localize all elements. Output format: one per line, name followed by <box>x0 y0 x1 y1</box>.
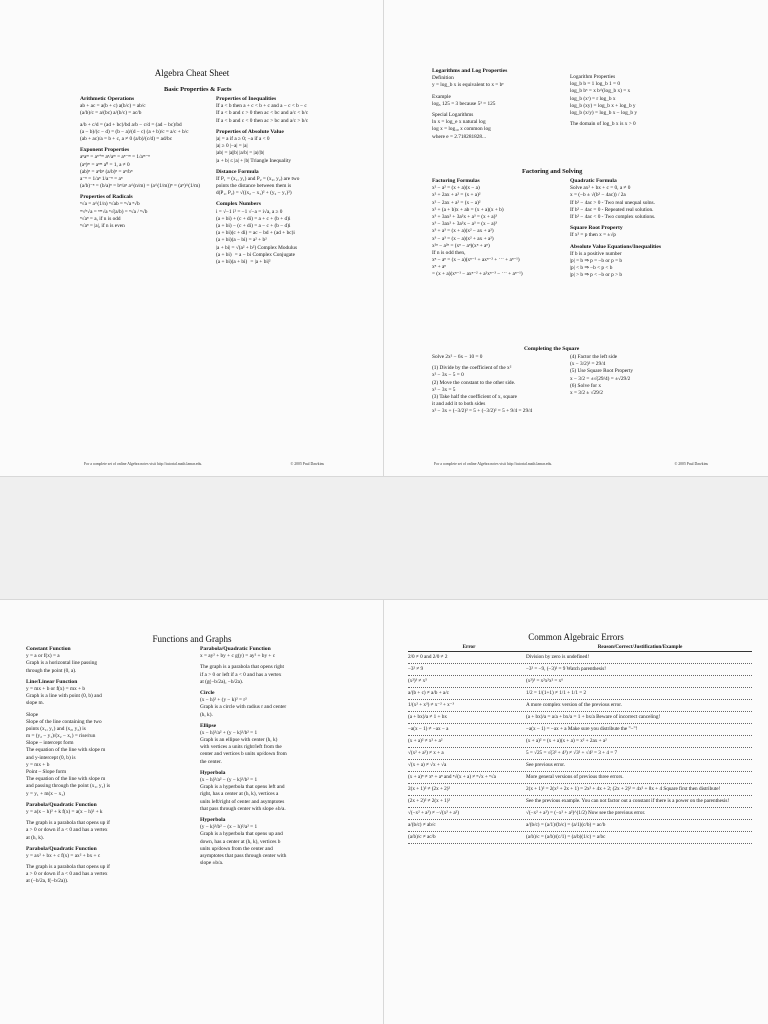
formula-line: Graph is a horizontal line passing <box>26 660 98 667</box>
formula-line: (ab)ⁿ = aⁿbⁿ (a/b)ⁿ = aⁿ/bⁿ <box>80 168 133 175</box>
factoring-formulas <box>432 178 582 279</box>
common-errors-page <box>384 600 768 1024</box>
formula-line: d(P₁, P₂) = √((x₂ − x₁)² + (y₂ − y₁)²) <box>216 190 292 197</box>
formula-line: slope ±b/a. <box>200 860 224 867</box>
formula-line: points (x₁, y₁) and (x₂, y₂) is <box>26 725 86 732</box>
error-cell: √(x + a) ≠ √x + √a <box>408 762 447 769</box>
error-cell: (x + a)ⁿ ≠ xⁿ + aⁿ and ⁿ√(x + a) ≠ ⁿ√x + ⁿ√a <box>408 774 496 781</box>
formula-line: a > 0 or down if a < 0 and has a vertex <box>26 871 108 878</box>
column-header-error: Error <box>462 644 476 650</box>
error-cell: a/(b/c) ≠ ab/c <box>408 822 436 829</box>
formula-line: (a + bi) + (c + di) = a + c + (b + d)i <box>216 215 291 222</box>
formula-line: (aⁿ)ᵐ = aⁿᵐ a⁰ = 1, a ≠ 0 <box>80 161 130 168</box>
formula-line: (6) Solve for x <box>570 382 602 389</box>
table-row <box>408 820 752 832</box>
formula-line: log₅ 125 = 3 because 5³ = 125 <box>432 100 496 107</box>
section-heading: Circle <box>200 689 215 696</box>
formula-line: x² − 3x − 5 = 0 <box>432 372 464 379</box>
reason-cell: a/(b/c) = (a/1)/(b/c) = (a/1)(c/b) = ac/b <box>526 822 606 829</box>
formula-line: x² − 3x = 5 <box>432 386 456 393</box>
formula-line: Slope <box>26 711 39 718</box>
formula-line: ab + ac = a(b + c) a(b/c) = ab/c <box>80 103 146 110</box>
reason-cell: (a + bx)/a = a/a + bx/a = 1 + bx/a Beware of incorrect canceling! <box>526 714 661 721</box>
reason-cell: −3² = −9, (−3)² = 9 Watch parenthesis! <box>526 666 607 673</box>
section-heading: Square Root Property <box>570 225 623 232</box>
formula-line: If b² − 4ac > 0 - Two real unequal solns. <box>570 199 655 206</box>
column-header-reason: Reason/Correct/Justification/Example <box>597 644 683 650</box>
formula-line: the center. <box>200 758 222 765</box>
error-cell: a/(b + c) ≠ a/b + a/c <box>408 690 449 697</box>
formula-line: that pass through center with slope ±b/a. <box>200 805 286 812</box>
error-cell: √(−x² + a²) ≠ −√(x² + a²) <box>408 810 459 817</box>
formula-line: down, has a center at (h, k), vertices b <box>200 838 281 845</box>
page-title: Functions and Graphs <box>152 634 232 644</box>
reason-cell: A more complex version of the previous error. <box>526 702 622 709</box>
formula-line: (4) Factor the left side <box>570 354 618 360</box>
table-row <box>408 772 752 784</box>
formula-line: |a| = a if a ≥ 0; −a if a < 0 <box>216 135 270 142</box>
table-row <box>408 736 752 748</box>
formula-line: and y-intercept (0, b) is <box>26 754 76 761</box>
formula-line: |p| > b ⇒ p < −b or p > b <box>570 272 623 279</box>
formula-line: |p| < b ⇒ −b < p < b <box>570 265 613 272</box>
formula-line: x³ − 3ax² + 3a²x − a³ = (x − a)³ <box>432 221 497 228</box>
right-column <box>216 96 380 266</box>
error-cell: (x + a)² ≠ x² + a² <box>408 738 443 745</box>
section-heading: Arithmetic Operations <box>80 96 135 102</box>
formula-line: ⁿ√aⁿ = |a|, if n is even <box>80 223 125 229</box>
table-row <box>408 664 752 676</box>
section-heading: Hyperbola <box>200 816 226 823</box>
formula-line: log_b bˣ = x b^(log_b x) = x <box>570 88 631 95</box>
formula-line: The equation of the line with slope m <box>26 776 106 783</box>
formula-line: log_b b = 1 log_b 1 = 0 <box>570 81 620 88</box>
table-row <box>408 676 752 688</box>
formula-line: Graph is a line with point (0, b) and <box>26 693 102 700</box>
left-column <box>80 96 216 230</box>
error-cell: (a/b)/c ≠ ac/b <box>408 834 436 841</box>
errors-table <box>408 644 752 844</box>
table-row <box>408 688 752 700</box>
table-row <box>408 760 752 772</box>
formula-line: x³ + a³ = (x + a)(x² − ax + a²) <box>432 228 494 235</box>
formula-line: at (h, k). <box>26 834 44 841</box>
formula-line: |p| = b ⇒ p = −b or p = b <box>570 257 623 264</box>
formula-line: units up/down from the center and <box>200 845 273 852</box>
formula-line: x − 3/2 = ±√(29/4) = ±√29/2 <box>570 375 631 382</box>
formula-line: (a + bi)(a + bi)‾ = |a + bi|² <box>216 258 271 265</box>
formula-line: If P₁ = (x₁, y₁) and P₂ = (x₂, y₂) are two <box>216 175 300 182</box>
formula-line: where e = 2.718281828... <box>432 133 487 140</box>
section-heading: Properties of Inequalities <box>216 96 277 102</box>
formula-line: (a + bi) − (c + di) = a − c + (b − d)i <box>216 223 291 229</box>
logarithm-properties <box>570 74 730 128</box>
formula-line: x² + (a + b)x + ab = (x + a)(x + b) <box>432 206 504 213</box>
formula-line: with vertices a units right/left from the <box>200 744 282 751</box>
formula-line: a/b + c/d = (ad + bc)/bd a/b − c/d = (ad − bc)/bd <box>80 121 182 128</box>
formula-line: Logarithm Properties <box>570 74 616 80</box>
error-cell: −3² ≠ 9 <box>408 666 424 673</box>
reason-cell: More general versions of previous three errors. <box>526 774 624 781</box>
page-title: Common Algebraic Errors <box>528 632 624 642</box>
formula-line: y = mx + b <box>26 761 50 768</box>
table-row <box>408 700 752 712</box>
formula-line: x² + 2ax + a² = (x + a)² <box>432 192 481 199</box>
footer-copyright: © 2005 Paul Dawkins <box>674 462 708 466</box>
right-column <box>200 646 378 867</box>
section-heading: Parabola/Quadratic Function <box>26 801 97 808</box>
formula-line: (5) Use Square Root Property <box>570 368 633 375</box>
formula-line: at (g(−b/2a), −b/2a). <box>200 678 244 685</box>
formula-line: right, has a center at (h, k), vertices a <box>200 791 279 798</box>
formula-line: The graph is a parabola that opens up if <box>26 820 110 827</box>
reason-cell: (a/b)/c = (a/b)/(c/1) = (a/b)(1/c) = a/bc <box>526 834 606 841</box>
formula-line: If x² = p then x = ±√p <box>570 232 616 239</box>
formula-line: x² − 3x + (−3/2)² = 5 + (−3/2)² = 5 + 9/4 = 29/4 <box>432 408 533 415</box>
error-cell: 1/(x² + x³) ≠ x⁻² + x⁻³ <box>408 702 455 709</box>
formula-line: x = 3/2 ± √29/2 <box>570 389 603 396</box>
section-heading: Hyperbola <box>200 769 226 776</box>
formula-line: (x − h)²/a² − (y − k)²/b² = 1 <box>200 777 258 783</box>
error-cell: √(x² + a²) ≠ x + a <box>408 750 444 757</box>
formula-line: |a + b| ≤ |a| + |b| Triangle Inequality <box>216 157 291 164</box>
error-cell: −a(x − 1) ≠ −ax − a <box>408 726 449 733</box>
section-heading: Exponent Properties <box>80 147 130 154</box>
section-title: Factoring and Solving <box>522 168 583 175</box>
formula-line: xⁿ + aⁿ <box>432 264 446 271</box>
section-heading: Line/Linear Function <box>26 678 78 685</box>
footer-link-text: For a complete set of online Algebra notes visit http://tutorial.math.lamar.edu. <box>84 462 203 466</box>
section-heading: Parabola/Quadratic Function <box>26 845 97 852</box>
formula-line: (3) Take half the coefficient of x, square <box>432 393 518 400</box>
formula-line: log_b (x/y) = log_b x − log_b y <box>570 109 638 116</box>
formula-line: If b² − 4ac < 0 - Two complex solutions. <box>570 213 656 220</box>
section-title: Basic Properties & Facts <box>164 86 232 93</box>
formula-line: Solve ax² + bx + c = 0, a ≠ 0 <box>570 185 631 192</box>
table-row <box>408 724 752 736</box>
table-row <box>408 652 752 664</box>
formula-line: x³ + 3ax² + 3a²x + a³ = (x + a)³ <box>432 213 497 220</box>
formula-line: units left/right of center and asymptotes <box>200 798 285 805</box>
formula-line: x²ⁿ − a²ⁿ = (xⁿ − aⁿ)(xⁿ + aⁿ) <box>432 242 490 249</box>
table-row <box>408 796 752 808</box>
formula-line: (h, k). <box>200 711 213 718</box>
formula-line: The equation of the line with slope m <box>26 747 106 754</box>
section-heading: Quadratic Formula <box>570 178 617 184</box>
formula-line: ᵐ√ⁿ√a = ⁿᵐ√a ⁿ√(a/b) = ⁿ√a / ⁿ√b <box>80 208 148 215</box>
formula-line: y = y₁ + m(x − x₁) <box>26 790 65 797</box>
reason-cell: See the previous example. You can not factor out a constant if there is a power on the parenthesis! <box>526 798 730 805</box>
reason-cell: (x + a)² = (x + a)(x + a) = x² + 2ax + a² <box>526 738 607 745</box>
formula-line: y = mx + b or f(x) = mx + b <box>26 685 86 692</box>
formula-line: If a < b then a + c < b + c and a − c < b − c <box>216 103 307 110</box>
formula-line: y = a or f(x) = a <box>26 653 60 660</box>
formula-line: Special Logarithms <box>432 111 474 118</box>
formula-line: If b is a positive number <box>570 250 622 257</box>
formula-line: m = (y₂ − y₁)/(x₂ − x₁) = rise/run <box>26 733 96 740</box>
formula-line: asymptotes that pass through center with <box>200 852 287 859</box>
formula-line: x² − a² = (x + a)(x − a) <box>432 185 480 192</box>
formula-line: and passing through the point (x₁, y₁) is <box>26 783 111 790</box>
formula-line: log_b (xy) = log_b x + log_b y <box>570 102 636 109</box>
formula-line: y = log_b x is equivalent to x = bʸ <box>432 82 504 89</box>
formula-line: through the point (0, a). <box>26 667 77 674</box>
formula-line: (a + bi)(a − bi) = a² + b² <box>216 237 267 244</box>
completing-square-title: Completing the Square <box>524 346 580 352</box>
table-row <box>408 748 752 760</box>
section-heading: Complex Numbers <box>216 201 261 208</box>
reason-cell: 5 = √25 = √(3² + 4²) ≠ √3² + √4² = 3 + 4 = 7 <box>526 750 618 757</box>
formula-line: If n is odd then, <box>432 249 466 256</box>
section-heading: Parabola/Quadratic Function <box>200 646 271 652</box>
section-heading: Properties of Radicals <box>80 194 133 201</box>
table-row <box>408 784 752 796</box>
completing-square-steps-cont <box>570 354 730 397</box>
reason-cell: (x²)³ = x²x²x² = x⁶ <box>526 678 564 685</box>
formula-line: it and add it to both sides <box>432 401 486 408</box>
formula-line: xⁿ − aⁿ = (x − a)(xⁿ⁻¹ + axⁿ⁻² + ⋯ + aⁿ⁻¹) <box>432 257 520 264</box>
formula-line: log_b (xʳ) = r log_b x <box>570 95 616 102</box>
formula-line: If b² − 4ac = 0 - Repeated real solution. <box>570 206 654 213</box>
quadratic-formula-section <box>570 178 730 279</box>
formula-line: (x − 3/2)² = 29/4 <box>570 361 606 368</box>
formula-line: (y − k)²/b² − (x − h)²/a² = 1 <box>200 824 258 831</box>
error-cell: 2(x + 1)² ≠ (2x + 2)² <box>408 786 451 793</box>
formula-line: x² − 2ax + a² = (x − a)² <box>432 199 481 206</box>
formula-line: Slope – intercept form <box>26 740 74 747</box>
footer-link-text: For a complete set of online Algebra notes visit http://tutorial.math.lamar.edu. <box>434 462 553 466</box>
formula-line: center and vertices b units up/down from <box>200 751 287 758</box>
page-gap <box>0 476 768 600</box>
reason-cell: Division by zero is undefined! <box>526 654 590 661</box>
formula-line: (x − h)²/a² + (y − k)²/b² = 1 <box>200 729 258 736</box>
section-heading: Properties of Absolute Value <box>216 128 284 135</box>
formula-line: y = a(x − h)² + k f(x) = a(x − h)² + k <box>26 808 103 815</box>
formula-line: (a − b)/(c − d) = (b − a)/(d − c) (a + b)/c = a/c + b/c <box>80 128 189 135</box>
reason-cell: −a(x − 1) = −ax + a Make sure you distribute the "−"! <box>526 726 638 733</box>
formula-line: Graph is a hyperbola that opens up and <box>200 831 283 838</box>
formula-line: aⁿaᵐ = aⁿ⁺ᵐ aⁿ/aᵐ = aⁿ⁻ᵐ = 1/aᵐ⁻ⁿ <box>80 154 150 161</box>
formula-line: |ab| = |a||b| |a/b| = |a|/|b| <box>216 150 265 157</box>
formula-line: x = (−b ± √(b² − 4ac)) / 2a <box>570 192 626 199</box>
formula-line: ln x = log_e x natural log <box>432 119 486 126</box>
completing-square-steps <box>432 354 582 416</box>
formula-line: y = ax² + bx + c f(x) = ax² + bx + c <box>26 852 101 859</box>
formula-line: (x − h)² + (y − k)² = r² <box>200 697 247 704</box>
formula-line: (2) Move the constant to the other side. <box>432 379 516 386</box>
section-heading: Distance Formula <box>216 168 259 175</box>
formula-line: a⁻ⁿ = 1/aⁿ 1/a⁻ⁿ = aⁿ <box>80 175 123 182</box>
formula-line: points the distance between them is <box>216 183 292 190</box>
formula-line: ⁿ√aⁿ = a, if n is odd <box>80 215 121 222</box>
algebra-cheat-sheet-page <box>0 0 384 476</box>
formula-line: x = ay² + by + c g(y) = ay² + by + c <box>200 653 276 660</box>
logarithms-factoring-page <box>384 0 768 476</box>
formula-line: Solve 2x² − 6x − 10 = 0 <box>432 354 483 360</box>
error-cell: (x²)³ ≠ x⁵ <box>408 678 428 685</box>
formula-line: x³ − a³ = (x − a)(x² + ax + a²) <box>432 235 494 242</box>
formula-line: a > 0 or down if a < 0 and has a vertex <box>26 827 108 834</box>
error-cell: (a + bx)/a ≠ 1 + bx <box>408 714 447 721</box>
formula-line: log x = log₁₀ x common log <box>432 126 491 133</box>
formula-line: (a + bi)‾ = a − bi Complex Conjugate <box>216 251 295 258</box>
formula-line: (a/b)/c = a/(bc) a/(b/c) = ac/b <box>80 110 142 117</box>
formula-line: Definition <box>432 75 454 82</box>
table-body <box>408 652 752 844</box>
table-row <box>408 832 752 844</box>
error-cell: 2/0 ≠ 0 and 2/0 ≠ 2 <box>408 654 448 661</box>
page-title: Algebra Cheat Sheet <box>154 68 230 78</box>
formula-line: If a < b and c > 0 then ac < bc and a/c < b/c <box>216 110 309 117</box>
formula-line: Graph is an ellipse with center (h, k) <box>200 737 278 744</box>
section-heading: Absolute Value Equations/Inequalities <box>570 243 662 250</box>
table-header <box>408 644 752 652</box>
formula-line: (ab + ac)/a = b + c, a ≠ 0 (a/b)/(c/d) = ad/bc <box>80 135 173 142</box>
formula-line: slope m. <box>26 700 44 707</box>
formula-line: (a + bi)(c + di) = ac − bd + (ad + bc)i <box>216 230 295 237</box>
reason-cell: 2(x + 1)² = 2(x² + 2x + 1) = 2x² + 4x + 2; (2x + 2)² = 4x² + 8x + 4 Square first then distribute! <box>526 786 721 793</box>
section-heading: Logarithms and Log Properties <box>432 68 508 74</box>
formula-line: |a| ≥ 0 |−a| = |a| <box>216 143 248 150</box>
table-row <box>408 808 752 820</box>
functions-graphs-page <box>0 600 384 1024</box>
formula-line: Graph is a hyperbola that opens left and <box>200 784 285 791</box>
formula-line: if a > 0 or left if a < 0 and has a vertex <box>200 671 282 678</box>
error-cell: (2x + 2)² ≠ 2(x + 1)² <box>408 798 451 805</box>
logarithm-definitions <box>432 68 582 141</box>
reason-cell: 1/2 = 1/(1+1) ≠ 1/1 + 1/1 = 2 <box>526 690 587 697</box>
formula-line: Slope of the line containing the two <box>26 718 102 725</box>
left-column <box>26 646 194 886</box>
formula-line: Example <box>432 93 451 100</box>
section-heading: Constant Function <box>26 646 71 652</box>
table-row <box>408 712 752 724</box>
reason-cell: √(−x² + a²) = (−x² + a²)^(1/2) Now see the previous error. <box>526 810 646 817</box>
section-heading: Ellipse <box>200 722 217 729</box>
formula-line: i = √−1 i² = −1 √−a = i√a, a ≥ 0 <box>216 208 283 215</box>
formula-line: The graph is a parabola that opens up if <box>26 864 110 871</box>
reason-cell: See previous error. <box>526 762 566 769</box>
formula-line: The domain of log_b x is x > 0 <box>570 121 636 128</box>
formula-line: Point – Slope form <box>26 769 67 775</box>
formula-line: (a/b)⁻ⁿ = (b/a)ⁿ = bⁿ/aⁿ a^(n/m) = (a^(1/m))ⁿ = (aⁿ)^(1/m) <box>80 183 201 190</box>
section-heading: Factoring Formulas <box>432 178 480 184</box>
formula-line: (1) Divide by the coefficient of the x² <box>432 365 512 372</box>
formula-line: Graph is a circle with radius r and center <box>200 704 287 711</box>
footer-copyright: © 2005 Paul Dawkins <box>290 462 324 466</box>
formula-line: ⁿ√a = a^(1/n) ⁿ√ab = ⁿ√a ⁿ√b <box>80 201 140 208</box>
formula-line: The graph is a parabola that opens right <box>200 664 284 671</box>
formula-line: = (x + a)(xⁿ⁻¹ − axⁿ⁻² + a²xⁿ⁻³ − ⋯ + aⁿ⁻¹) <box>432 271 523 278</box>
formula-line: If a < b and c < 0 then ac > bc and a/c > b/c <box>216 117 309 124</box>
formula-line: at (−b/2a, f(−b/2a)). <box>26 878 69 885</box>
formula-line: |a + bi| = √(a² + b²) Complex Modulus <box>216 244 298 251</box>
